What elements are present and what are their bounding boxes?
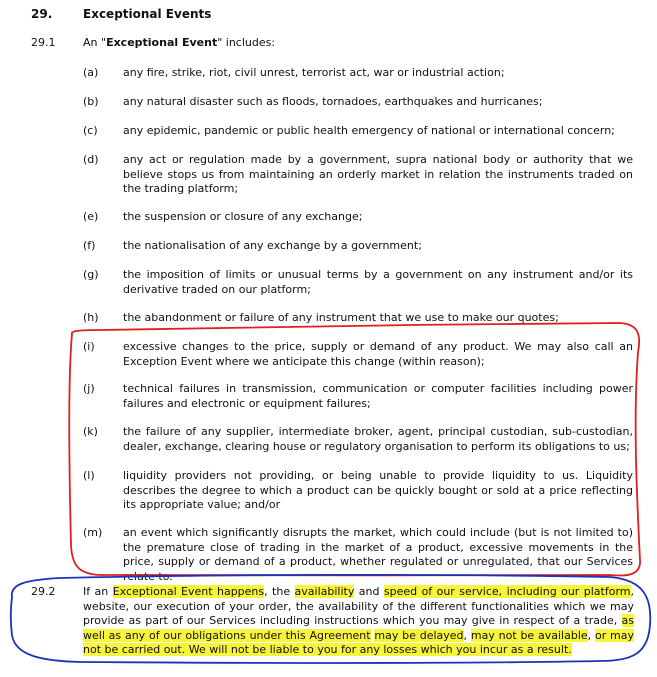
list-item-text: the failure of any supplier, intermediate broker, agent, principal custodian, sub-custodian, dealer, exchange, clearing house or regulatory organisation to perform its obligations to us; — [123, 425, 633, 453]
list-item-text: the suspension or closure of any exchange; — [123, 210, 363, 223]
list-item-text: liquidity providers not providing, or being unable to provide liquidity to us. Liquidity describes the degree to which a product can be quickly bought or sold at a price reflecting its appropriate value; and/or — [123, 469, 633, 511]
highlighted-text: as well as any of our obligations under this Agreement — [83, 614, 634, 642]
list-item-label: (k) — [83, 425, 98, 438]
list-item-label: (f) — [83, 239, 96, 252]
list-item-label: (j) — [83, 382, 95, 395]
list-item-label: (d) — [83, 153, 99, 166]
list-item-text: the nationalisation of any exchange by a government; — [123, 239, 422, 252]
list-item-text: technical failures in transmission, communication or computer facilities including power failures and electronic or equipment failures; — [123, 382, 633, 410]
list-item-label: (m) — [83, 526, 103, 539]
section-number: 29. — [31, 7, 53, 21]
text-segment: , — [587, 628, 595, 642]
list-item-label: (c) — [83, 124, 98, 137]
text-segment: and — [354, 585, 384, 598]
clause-intro-text — [83, 36, 275, 51]
list-item-label: (g) — [83, 268, 99, 281]
clause-29-2-text — [83, 585, 634, 658]
list-item-text: excessive changes to the price, supply or demand of any product. We may also call an Exception Event where we anticipate this change (within reason); — [123, 340, 633, 368]
intro-text-before: An " — [83, 36, 107, 49]
list-item-text: the imposition of limits or unusual terms by a government on any instrument and/or its derivative traded on our platform; — [123, 268, 633, 296]
highlighted-text: speed of our service, including our platform — [383, 585, 631, 598]
highlighted-text: may be delayed — [374, 628, 464, 642]
text-segment: , the — [264, 585, 295, 598]
list-item-label: (e) — [83, 210, 99, 223]
text-segment: , — [463, 628, 471, 642]
highlighted-text: or may not be carried out. We will not be liable to you for any losses which you incur as a result. — [83, 628, 635, 656]
list-item-text: any epidemic, pandemic or public health emergency of national or international concern; — [123, 124, 615, 137]
defined-term: Exceptional Event — [106, 36, 218, 49]
list-item-text: the abandonment or failure of any instrument that we use to make our quotes; — [123, 311, 559, 324]
section-heading — [31, 7, 211, 22]
list-item-label: (b) — [83, 95, 99, 108]
text-segment: If an — [83, 585, 113, 598]
list-item-text: any act or regulation made by a government, supra national body or authority that we believe stops us from maintaining an orderly market in relation the instruments traded on the trading platform; — [123, 153, 633, 195]
highlighted-text: may not be available — [470, 628, 588, 642]
list-item-label: (l) — [83, 469, 95, 482]
list-item-label: (h) — [83, 311, 99, 324]
intro-text-after: " includes: — [217, 36, 276, 49]
clause-number: 29.1 — [31, 36, 56, 49]
text-segment: , website, our execution of your order, the availability of the different functionalities which we may provide as part of our Services including instructions which you may give in respect of a trade, — [83, 585, 634, 627]
list-item-text: any fire, strike, riot, civil unrest, terrorist act, war or industrial action; — [123, 66, 505, 79]
list-item-label: (a) — [83, 66, 99, 79]
list-item-text: any natural disaster such as floods, tornadoes, earthquakes and hurricanes; — [123, 95, 543, 108]
list-item-label: (i) — [83, 340, 95, 353]
highlighted-text: Exceptional Event happens — [112, 585, 265, 598]
highlighted-text: availability — [294, 585, 355, 598]
section-title: Exceptional Events — [83, 7, 212, 21]
clause-number: 29.2 — [31, 585, 56, 598]
list-item-text: an event which significantly disrupts the market, which could include (but is not limited to) the premature close of trading in the market of a product, excessive movements in the price, supply or demand of a product, whether regulated or unregulated, that our Services relate to. — [123, 526, 633, 583]
